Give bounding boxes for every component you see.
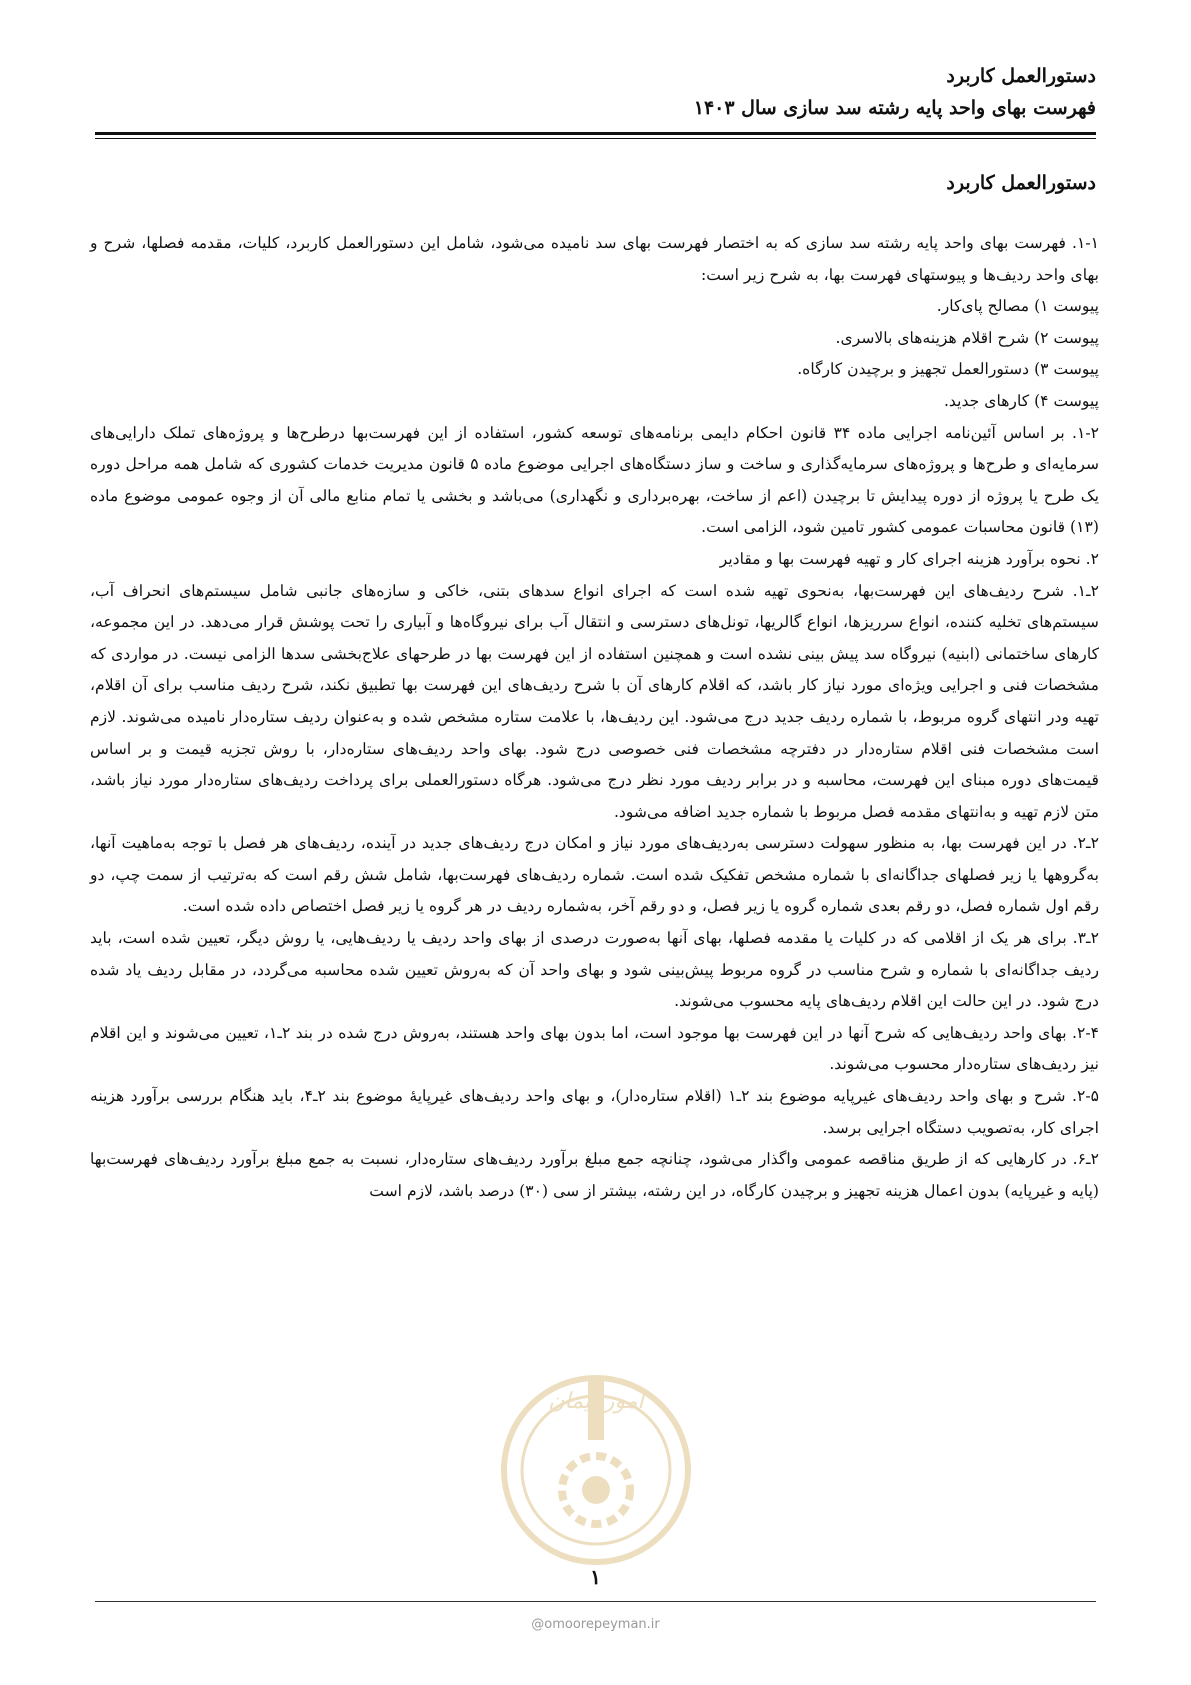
watermark-logo <box>498 1340 694 1600</box>
paragraph-2-6: ۲ـ۶. در کارهایی که از طریق مناقصه عمومی واگذار می‌شود، چنانچه جمع مبلغ برآورد ردیف‌های ستاره‌دار، نسبت به جمع مبلغ برآورد ردیف‌های فهرست‌بها (پایه و غیرپایه) بدون اعمال هزینه تجهیز و برچیدن کارگاه، در این رشته، بیشتر از سی (۳۰) درصد باشد، لازم است <box>90 1150 1099 1200</box>
header-rule-thick <box>95 132 1096 135</box>
header-subtitle: فهرست بهای واحد پایه رشته سد سازی سال ۱۴۰۳ <box>693 97 1096 119</box>
appendix-3: پیوست ۳) دستورالعمل تجهیز و برچیدن کارگاه. <box>797 360 1099 379</box>
header-rule-thin <box>95 138 1096 139</box>
footer-rule <box>95 1601 1096 1602</box>
paragraph-2-3: ۲ـ۳. برای هر یک از اقلامی که در کلیات یا مقدمه فصلها، بهای آنها به‌صورت درصدی از بهای واحد ردیف یا ردیف‌هایی، یا روش دیگر، تعیین شده است، باید ردیف جداگانه‌ای با شماره و شرح مناسب در گروه مربوط پیش‌بینی شود و بهای واحد آن که به‌روش تعیین شده محاسبه می‌گردد، در مقابل ردیف یاد شده درج شود. در این حالت این اقلام ردیف‌های پایه محسوب می‌شوند. <box>90 929 1099 1011</box>
page-header <box>96 60 1096 124</box>
page-number: ۱ <box>590 1565 601 1589</box>
appendix-1: پیوست ۱) مصالح پای‌کار. <box>936 297 1099 316</box>
body-text <box>90 228 1099 1207</box>
heading-2: ۲. نحوه برآورد هزینه اجرای کار و تهیه فهرست بها و مقادیر <box>719 549 1099 568</box>
paragraph-1-1: ۱-۱. فهرست بهای واحد پایه رشته سد سازی که به اختصار فهرست بهای سد نامیده می‌شود، شامل این دستورالعمل کاربرد، کلیات، مقدمه فصلها، شرح و بهای واحد ردیف‌ها و پیوستهای فهرست بها، به شرح زیر است: <box>90 234 1100 284</box>
header-title: دستورالعمل کاربرد <box>946 65 1096 87</box>
paragraph-2-5: ۲-۵. شرح و بهای واحد ردیف‌های غیرپایه موضوع بند ۲ـ۱ (اقلام ستاره‌دار)، و بهای واحد ردیف‌های غیرپایۀ موضوع بند ۲ـ۴، باید هنگام بررسی برآورد هزینه اجرای کار، به‌تصویب دستگاه اجرایی برسد. <box>90 1087 1099 1137</box>
appendix-4: پیوست ۴) کارهای جدید. <box>943 391 1099 410</box>
section-title: دستورالعمل کاربرد <box>946 172 1096 194</box>
paragraph-2-2: ۲ـ۲. در این فهرست بها، به منظور سهولت دسترسی به‌ردیف‌های مورد نیاز و امکان درج ردیف‌های جدید در آینده، ردیف‌های هر فصل با توجه به‌ماهیت آنها، به‌گروهها یا زیر فصلهای جداگانه‌ای با شماره مشخص تفکیک شده است. شماره ردیف‌های فهرست‌بها، شامل شش رقم است که به‌ترتیب از سمت چپ، دو رقم اول شماره فصل، دو رقم بعدی شماره گروه یا زیر فصل، و دو رقم آخر، به‌شماره ردیف در هر گروه یا زیر فصل اختصاص داده شده است. <box>90 834 1099 916</box>
paragraph-1-2: ۱-۲. بر اساس آئین‌نامه اجرایی ماده ۳۴ قانون احکام دایمی برنامه‌های توسعه کشور، استفاده از این فهرست‌بها درطرح‌ها و پروژه‌های تملک دارایی‌های سرمایه‌ای و طرح‌ها و پروژه‌های سرمایه‌گذاری و ساخت و ساز دستگاه‌های اجرایی موضوع ماده ۵ قانون مدیریت خدمات کشوری که شامل همه مراحل دوره یک طرح یا پروژه از دوره پیدایش تا برچیدن (اعم از ساخت، بهره‌برداری و نگهداری) می‌باشد و بخشی یا تمام منابع مالی آن از وجوه عمومی موضوع ماده (۱۳) قانون محاسبات عمومی کشور تامین شود، الزامی است. <box>90 423 1100 537</box>
footer-site: @omoorepeyman.ir <box>531 1617 660 1632</box>
paragraph-2-1: ۲ـ۱. شرح ردیف‌های این فهرست‌بها، به‌نحوی تهیه شده است که اجرای انواع سدهای بتنی، خاکی و سازه‌های جانبی شامل سیستم‌های انحراف آب، سیستم‌های تخلیه کننده، انواع سرریزها، انواع گالریها، تونل‌های دسترسی و انتقال آب برای نیروگاه‌ها و آبیاری را تحت پوشش قرار می‌دهد. در این مجموعه، کارهای ساختمانی (ابنیه) نیروگاه سد پیش بینی نشده است و همچنین استفاده از این فهرست بها در طرحهای علاج‌بخشی سدها الزامی نیست. در مواردی که مشخصات فنی و اجرایی ویژه‌ای مورد نیاز کار باشد، که اقلام کارهای آن با شرح ردیف‌های این فهرست بها تطبیق نکند، شرح ردیف مناسب برای آن اقلام، تهیه ودر انتهای گروه مربوط، با شماره ردیف جدید درج می‌شود. این ردیف‌ها، با علامت ستاره مشخص شده و به‌عنوان ردیف ستاره‌دار نامیده می‌شوند. لازم است مشخصات فنی اقلام ستاره‌دار در دفترچه مشخصات فنی خصوصی درج شود. بهای واحد ردیف‌های ستاره‌دار، با روش تجزیه قیمت و بر اساس قیمت‌های دوره مبنای این فهرست، محاسبه و در برابر ردیف مورد نظر درج می‌شود. هرگاه دستورالعملی برای پرداخت ردیف‌های ستاره‌دار مورد نیاز باشد، متن لازم تهیه و به‌انتهای مقدمه فصل مربوط با شماره جدید اضافه می‌شود. <box>90 581 1099 821</box>
appendix-2: پیوست ۲) شرح اقلام هزینه‌های بالاسری. <box>835 328 1099 347</box>
watermark-text: امور پیمان <box>548 1389 644 1414</box>
paragraph-2-4: ۲-۴. بهای واحد ردیف‌هایی که شرح آنها در این فهرست بها موجود است، اما بدون بهای واحد هستند، به‌روش درج شده در بند ۲ـ۱، تعیین می‌شوند و این اقلام نیز ردیف‌های ستاره‌دار محسوب می‌شوند. <box>90 1023 1099 1074</box>
